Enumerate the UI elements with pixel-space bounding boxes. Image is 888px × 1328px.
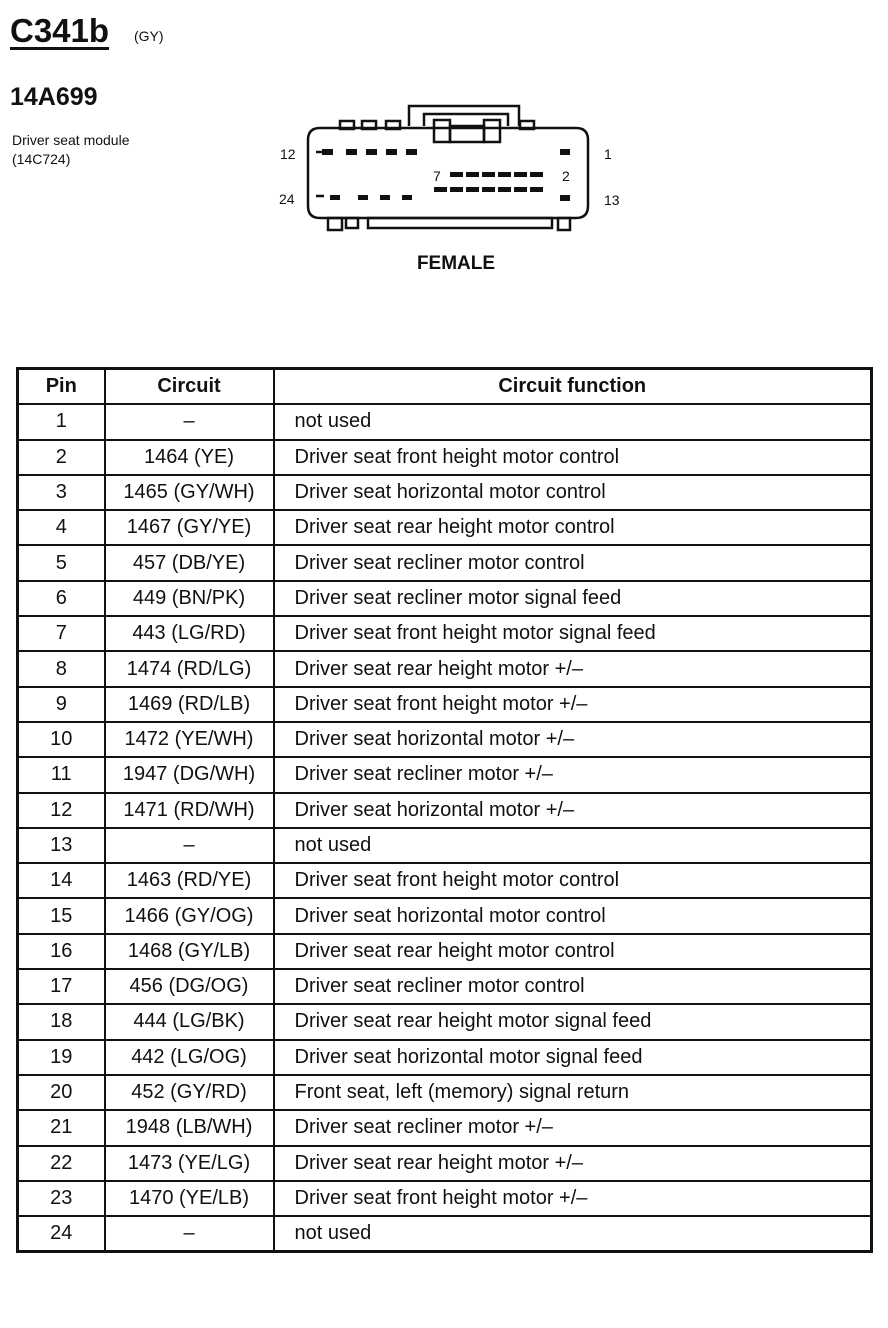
- column-header-function: Circuit function: [274, 369, 872, 405]
- function-cell: Driver seat rear height motor +/–: [274, 651, 872, 686]
- table-row: [18, 651, 872, 686]
- function-cell: Driver seat horizontal motor control: [274, 475, 872, 510]
- table-row: [18, 722, 872, 757]
- circuit-cell: 442 (LG/OG): [105, 1040, 274, 1075]
- function-cell: Driver seat rear height motor control: [274, 934, 872, 969]
- pin-cell: 24: [18, 1216, 105, 1252]
- pin-cell: 10: [18, 722, 105, 757]
- table-row: [18, 475, 872, 510]
- circuit-cell: 1466 (GY/OG): [105, 898, 274, 933]
- function-cell: Driver seat recliner motor signal feed: [274, 581, 872, 616]
- pinout-body: [18, 404, 872, 1252]
- table-row: [18, 969, 872, 1004]
- function-cell: Driver seat horizontal motor +/–: [274, 793, 872, 828]
- table-row: [18, 581, 872, 616]
- circuit-cell: 1472 (YE/WH): [105, 722, 274, 757]
- pin-label-2: 2: [562, 168, 570, 184]
- table-row: [18, 687, 872, 722]
- column-header-pin: Pin: [18, 369, 105, 405]
- function-cell: Driver seat front height motor control: [274, 863, 872, 898]
- pin-label-1: 1: [604, 146, 612, 162]
- pin-cell: 3: [18, 475, 105, 510]
- table-row: [18, 1040, 872, 1075]
- pinout-table: [16, 367, 873, 1253]
- function-cell: Driver seat horizontal motor +/–: [274, 722, 872, 757]
- table-row: [18, 828, 872, 863]
- table-row: [18, 1004, 872, 1039]
- circuit-cell: 1463 (RD/YE): [105, 863, 274, 898]
- table-row: [18, 757, 872, 792]
- function-cell: Driver seat front height motor +/–: [274, 1181, 872, 1216]
- circuit-cell: 456 (DG/OG): [105, 969, 274, 1004]
- function-cell: Driver seat rear height motor signal feed: [274, 1004, 872, 1039]
- function-cell: not used: [274, 404, 872, 439]
- circuit-cell: 1474 (RD/LG): [105, 651, 274, 686]
- table-row: [18, 404, 872, 439]
- pin-label-24: 24: [279, 191, 295, 207]
- connector-color: (GY): [134, 28, 164, 44]
- table-row: [18, 1181, 872, 1216]
- table-row: [18, 1216, 872, 1252]
- pin-cell: 14: [18, 863, 105, 898]
- function-cell: Driver seat recliner motor control: [274, 969, 872, 1004]
- pin-cell: 12: [18, 793, 105, 828]
- circuit-cell: 1469 (RD/LB): [105, 687, 274, 722]
- table-row: [18, 1146, 872, 1181]
- circuit-cell: 1947 (DG/WH): [105, 757, 274, 792]
- connector-id: C341b: [10, 12, 110, 49]
- function-cell: Driver seat front height motor signal feed: [274, 616, 872, 651]
- pin-cell: 21: [18, 1110, 105, 1145]
- pin-label-13: 13: [604, 192, 620, 208]
- pin-cell: 23: [18, 1181, 105, 1216]
- table-row: [18, 863, 872, 898]
- pin-cell: 22: [18, 1146, 105, 1181]
- function-cell: Driver seat front height motor +/–: [274, 687, 872, 722]
- function-cell: Driver seat recliner motor control: [274, 545, 872, 580]
- pin-cell: 13: [18, 828, 105, 863]
- table-row: [18, 793, 872, 828]
- function-cell: Front seat, left (memory) signal return: [274, 1075, 872, 1110]
- function-cell: Driver seat recliner motor +/–: [274, 757, 872, 792]
- pin-cell: 7: [18, 616, 105, 651]
- function-cell: Driver seat rear height motor +/–: [274, 1146, 872, 1181]
- pin-cell: 11: [18, 757, 105, 792]
- circuit-cell: 452 (GY/RD): [105, 1075, 274, 1110]
- column-header-circuit: Circuit: [105, 369, 274, 405]
- circuit-cell: 444 (LG/BK): [105, 1004, 274, 1039]
- function-cell: not used: [274, 828, 872, 863]
- table-row: [18, 898, 872, 933]
- pin-cell: 6: [18, 581, 105, 616]
- function-cell: Driver seat front height motor control: [274, 440, 872, 475]
- circuit-cell: 1948 (LB/WH): [105, 1110, 274, 1145]
- circuit-cell: 1467 (GY/YE): [105, 510, 274, 545]
- circuit-cell: 1471 (RD/WH): [105, 793, 274, 828]
- pin-cell: 18: [18, 1004, 105, 1039]
- pin-cell: 20: [18, 1075, 105, 1110]
- pin-cell: 15: [18, 898, 105, 933]
- table-row: [18, 1075, 872, 1110]
- circuit-cell: –: [105, 404, 274, 439]
- module-part-number: (14C724): [12, 151, 71, 167]
- circuit-cell: 1473 (YE/LG): [105, 1146, 274, 1181]
- circuit-cell: 1465 (GY/WH): [105, 475, 274, 510]
- function-cell: Driver seat horizontal motor control: [274, 898, 872, 933]
- pin-cell: 9: [18, 687, 105, 722]
- circuit-cell: 457 (DB/YE): [105, 545, 274, 580]
- part-number: 14A699: [10, 83, 98, 111]
- pin-cell: 1: [18, 404, 105, 439]
- circuit-cell: 1468 (GY/LB): [105, 934, 274, 969]
- circuit-cell: 1470 (YE/LB): [105, 1181, 274, 1216]
- module-description: [12, 131, 130, 169]
- pin-cell: 5: [18, 545, 105, 580]
- table-header-row: [18, 369, 872, 405]
- circuit-cell: 449 (BN/PK): [105, 581, 274, 616]
- pin-label-12: 12: [280, 146, 296, 162]
- circuit-cell: 443 (LG/RD): [105, 616, 274, 651]
- table-row: [18, 510, 872, 545]
- function-cell: Driver seat rear height motor control: [274, 510, 872, 545]
- circuit-cell: –: [105, 828, 274, 863]
- function-cell: not used: [274, 1216, 872, 1252]
- pin-cell: 17: [18, 969, 105, 1004]
- circuit-cell: –: [105, 1216, 274, 1252]
- circuit-cell: 1464 (YE): [105, 440, 274, 475]
- table-row: [18, 440, 872, 475]
- pin-cell: 16: [18, 934, 105, 969]
- gender-label: FEMALE: [416, 253, 496, 274]
- connector-diagram: [276, 100, 636, 240]
- pin-cell: 4: [18, 510, 105, 545]
- module-name: Driver seat module: [12, 132, 130, 148]
- table-row: [18, 1110, 872, 1145]
- function-cell: Driver seat horizontal motor signal feed: [274, 1040, 872, 1075]
- function-cell: Driver seat recliner motor +/–: [274, 1110, 872, 1145]
- pin-label-7: 7: [433, 168, 441, 184]
- table-row: [18, 934, 872, 969]
- pin-cell: 19: [18, 1040, 105, 1075]
- table-row: [18, 616, 872, 651]
- pin-cell: 8: [18, 651, 105, 686]
- pin-cell: 2: [18, 440, 105, 475]
- table-row: [18, 545, 872, 580]
